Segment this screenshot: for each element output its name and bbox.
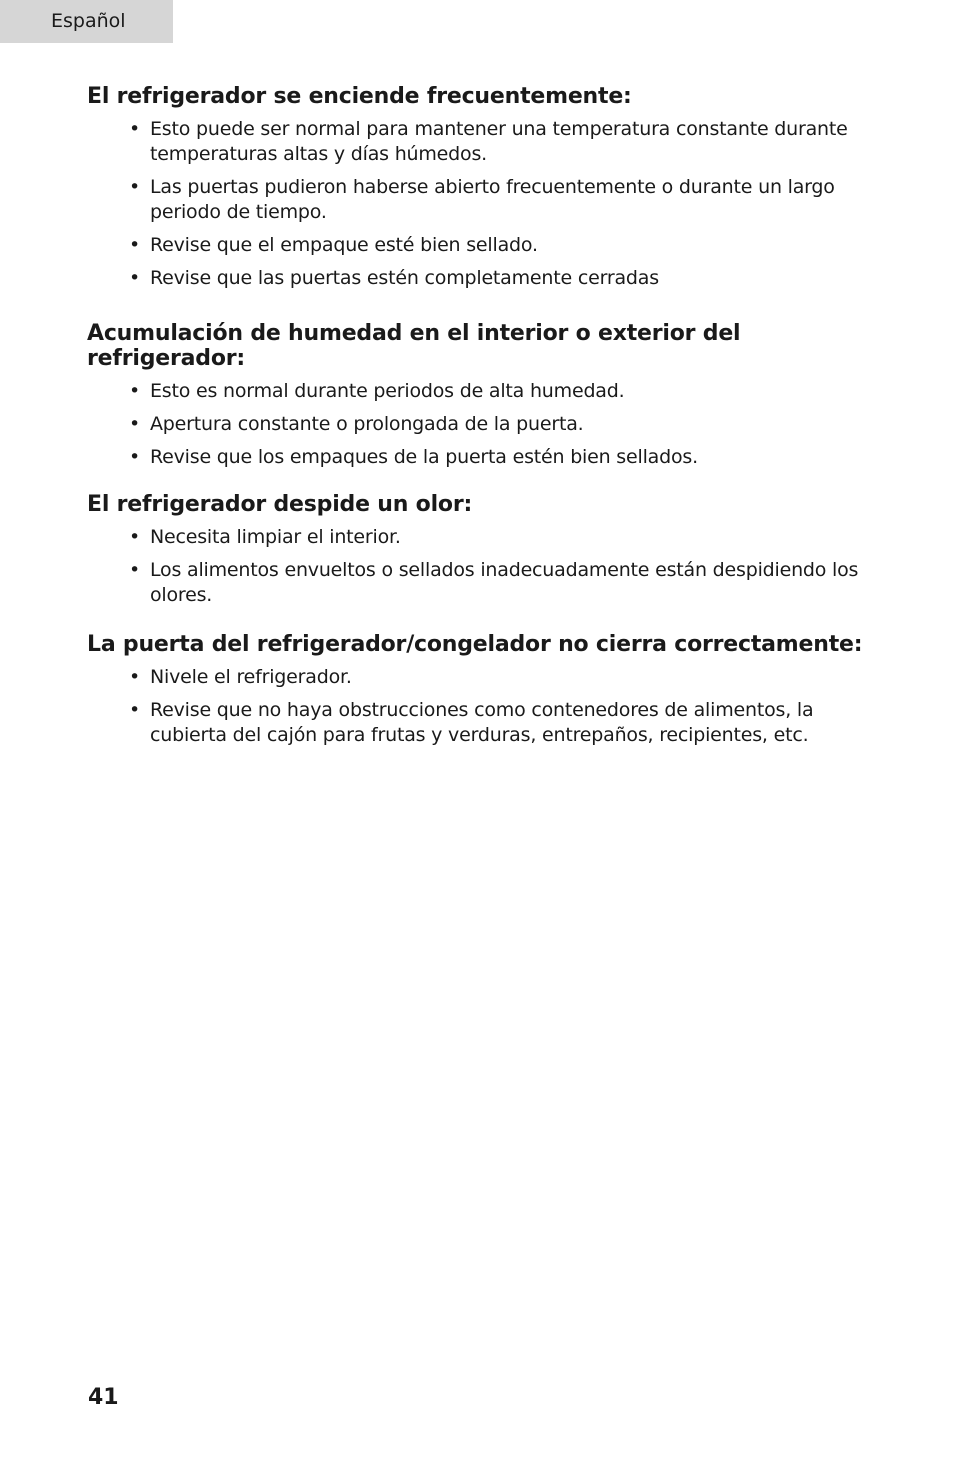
bullet-list (87, 379, 877, 470)
list-item-text: Los alimentos envueltos o sellados inadecuadamente están despidiendo los olores. (150, 559, 859, 606)
list-item (129, 558, 877, 608)
section-moisture-buildup (87, 321, 877, 470)
list-item (129, 412, 877, 437)
bullet-list (87, 117, 877, 291)
bullet-icon: • (129, 267, 141, 289)
list-item (129, 445, 877, 470)
bullet-icon: • (129, 380, 141, 402)
list-item (129, 379, 877, 404)
list-item (129, 665, 877, 690)
bullet-icon: • (129, 666, 141, 688)
list-item (129, 266, 877, 291)
list-item (129, 698, 877, 748)
list-item (129, 525, 877, 550)
section-heading: Acumulación de humedad en el interior o exterior del refrigerador: (87, 321, 741, 371)
language-tab: Español (0, 0, 173, 43)
list-item (129, 117, 877, 167)
list-item-text: Revise que el empaque esté bien sellado. (150, 234, 538, 256)
bullet-icon: • (129, 699, 141, 721)
bullet-icon: • (129, 526, 141, 548)
list-item-text: Revise que los empaques de la puerta estén bien sellados. (150, 446, 698, 468)
section-heading: La puerta del refrigerador/congelador no cierra correctamente: (87, 632, 863, 657)
list-item-text: Las puertas pudieron haberse abierto frecuentemente o durante un largo periodo de tiempo. (150, 176, 835, 223)
bullet-list (87, 525, 877, 608)
list-item (129, 175, 877, 225)
section-door-not-closing (87, 632, 877, 748)
list-item-text: Esto puede ser normal para mantener una temperatura constante durante temperaturas altas y días húmedos. (150, 118, 848, 165)
list-item-text: Esto es normal durante periodos de alta humedad. (150, 380, 625, 402)
section-heading: El refrigerador despide un olor: (87, 492, 473, 517)
bullet-icon: • (129, 413, 141, 435)
bullet-list (87, 665, 877, 748)
bullet-icon: • (129, 176, 141, 198)
section-odor (87, 492, 877, 608)
list-item-text: Nivele el refrigerador. (150, 666, 352, 688)
list-item-text: Revise que no haya obstrucciones como contenedores de alimentos, la cubierta del cajón para frutas y verduras, entrepaños, recipientes, etc. (150, 699, 814, 746)
bullet-icon: • (129, 118, 141, 140)
page-number: 41 (88, 1385, 119, 1410)
list-item (129, 233, 877, 258)
bullet-icon: • (129, 446, 141, 468)
list-item-text: Apertura constante o prolongada de la puerta. (150, 413, 584, 435)
section-frequent-cycling (87, 84, 877, 291)
bullet-icon: • (129, 559, 141, 581)
bullet-icon: • (129, 234, 141, 256)
troubleshooting-content (87, 84, 877, 778)
list-item-text: Necesita limpiar el interior. (150, 526, 401, 548)
section-heading: El refrigerador se enciende frecuentemente: (87, 84, 632, 109)
list-item-text: Revise que las puertas estén completamente cerradas (150, 267, 659, 289)
